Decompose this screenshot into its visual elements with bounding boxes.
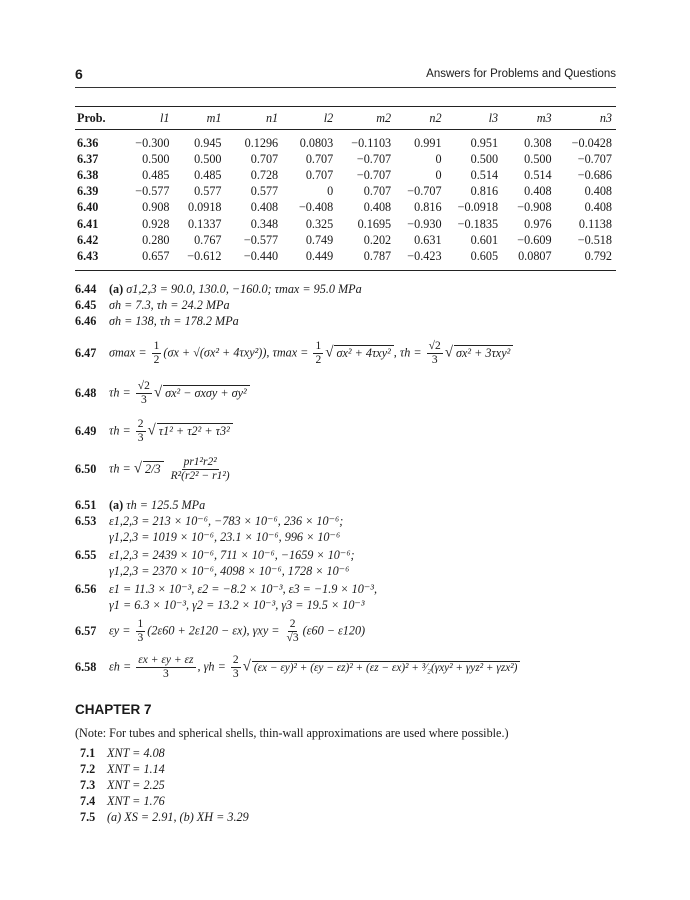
answer-text: γ1,2,3 = 1019 × 10⁻⁶, 23.1 × 10⁻⁶, 996 × 10⁻⁶ (109, 530, 341, 544)
answer-6-46 (75, 314, 239, 329)
formula-radicand: σx² + 3τxy² (454, 345, 513, 361)
formula-lhs: τh = (109, 423, 131, 438)
fraction-numerator: εx + εy + εz (136, 654, 195, 668)
fraction-numerator: 2 (288, 618, 298, 632)
formula-radicand: σx² − σxσy + σy² (163, 385, 250, 401)
table-cell: 0.945 (194, 135, 222, 150)
table-row (75, 130, 616, 152)
table-cell: 0.408 (524, 184, 552, 199)
fraction-numerator: √2 (136, 380, 152, 394)
table-cell: 0.816 (470, 184, 499, 199)
table-cell: 0 (435, 151, 442, 166)
table-cell: 0.657 (142, 248, 170, 263)
fraction-denominator: √3 (286, 632, 299, 645)
answer-number: 6.47 (75, 345, 97, 360)
fraction (136, 618, 146, 645)
problem-number-cell: 6.42 (77, 232, 99, 247)
answer-6-50 (75, 456, 234, 483)
answer-text: XNT = 1.14 (107, 762, 165, 776)
fraction-denominator: 3 (163, 668, 169, 681)
answer-number: 6.57 (75, 623, 97, 638)
radical-icon: √ (325, 344, 334, 361)
table-cell: −0.707 (577, 151, 612, 166)
answer-7-1 (80, 746, 165, 761)
page-number: 6 (75, 66, 83, 82)
fraction-denominator: 2 (153, 354, 160, 367)
answer-part: (a) (109, 282, 124, 296)
table-cell: 0.707 (363, 184, 392, 199)
table-cell: 0.408 (363, 200, 392, 215)
answer-6-47 (75, 340, 513, 367)
answer-text: σ1,2,3 = 90.0, 130.0, −160.0; τmax = 95.0 MPa (126, 282, 362, 296)
table-cell: −0.1103 (351, 135, 392, 150)
table-cell: 0.728 (250, 167, 279, 182)
table-cell: −0.612 (187, 248, 222, 263)
table-cell: −0.0918 (457, 200, 499, 215)
fraction-denominator: R²(r2² − r1²) (170, 470, 230, 483)
answer-6-45 (75, 298, 230, 313)
table-cell: −0.440 (243, 248, 279, 263)
answer-7-5 (80, 810, 249, 825)
answer-6-51 (75, 498, 205, 513)
answer-number: 7.2 (80, 762, 96, 776)
answer-number: 6.56 (75, 582, 97, 596)
problem-number-cell: 6.36 (77, 135, 99, 150)
answer-text: σh = 138, τh = 178.2 MPa (109, 314, 239, 328)
table-cell: −0.577 (135, 184, 170, 199)
fraction-numerator: 1 (313, 340, 323, 354)
table-cell: −0.0428 (571, 135, 612, 150)
table-cell: 0.0803 (299, 135, 334, 150)
answer-number: 6.51 (75, 498, 97, 512)
column-header: l1 (160, 110, 170, 125)
table-cell: 0.928 (142, 216, 170, 231)
table-row (75, 167, 616, 183)
answer-6-48 (75, 380, 250, 407)
table-cell: 0.577 (194, 184, 222, 199)
direction-cosines-table (75, 106, 616, 271)
fraction-denominator: 3 (137, 632, 144, 645)
table-row (75, 200, 616, 216)
radical-icon: √ (242, 658, 251, 675)
table-cell: 0.631 (414, 232, 442, 247)
column-header: m1 (206, 110, 222, 125)
fraction-numerator: 1 (152, 340, 162, 354)
answer-text: τh = 125.5 MPa (126, 498, 206, 512)
fraction (136, 654, 195, 681)
radical-icon: √ (444, 344, 453, 361)
table-cell: 0.308 (524, 135, 552, 150)
answer-text: (a) XS = 2.91, (b) XH = 3.29 (107, 810, 249, 824)
table-cell: 0.816 (414, 200, 442, 215)
table-row (75, 151, 616, 167)
table-cell: −0.930 (407, 216, 442, 231)
radical-icon: √ (147, 422, 156, 439)
table-cell: 0.408 (584, 200, 612, 215)
table-cell: 0.325 (305, 216, 334, 231)
formula-body: (σx + √(σx² + 4τxy²)) (163, 345, 267, 360)
answer-text: XNT = 1.76 (107, 794, 165, 808)
column-header: Prob. (77, 110, 106, 125)
answer-text: γ1 = 6.3 × 10⁻³, γ2 = 13.2 × 10⁻³, γ3 = 19.5 × 10⁻³ (109, 598, 365, 612)
answer-6-44 (75, 282, 362, 297)
table-cell: 0.1695 (357, 216, 392, 231)
answer-number: 6.45 (75, 298, 97, 312)
table-cell: −0.707 (356, 167, 392, 182)
table-cell: 0.767 (194, 232, 222, 247)
problem-number-cell: 6.38 (77, 167, 99, 182)
table-cell: −0.300 (135, 135, 170, 150)
formula-lhs: εh = (109, 659, 132, 674)
answer-number: 6.58 (75, 659, 97, 674)
formula-lhs: εy = (109, 623, 131, 638)
table-cell: 0.605 (470, 248, 499, 263)
formula-body: (2ε60 + 2ε120 − εx), γxy = (147, 623, 280, 638)
table-cell: 0.1337 (187, 216, 222, 231)
formula-lhs: σmax = (109, 345, 147, 360)
fraction-numerator: 2 (136, 418, 146, 432)
answer-7-2 (80, 762, 165, 777)
table-cell: −0.1835 (457, 216, 499, 231)
answer-text: γ1,2,3 = 2370 × 10⁻⁶, 4098 × 10⁻⁶, 1728 × 10⁻⁶ (109, 564, 350, 578)
radical-icon: √ (133, 460, 143, 477)
formula-lhs: τh = (109, 385, 131, 400)
table-cell: 0 (435, 167, 442, 182)
table-cell: 0.500 (142, 151, 170, 166)
table-cell: 0.976 (524, 216, 552, 231)
column-header: l2 (323, 110, 334, 125)
problem-number-cell: 6.40 (77, 200, 99, 215)
answer-7-4 (80, 794, 165, 809)
formula-radicand: σx² + 4τxy² (334, 345, 393, 361)
column-header: m2 (376, 110, 392, 125)
table-row (75, 184, 616, 200)
answer-6-57 (75, 618, 365, 645)
formula-lhs: , τh = (393, 345, 422, 360)
answer-6-56-cont (75, 598, 365, 613)
answer-text: ε1,2,3 = 213 × 10⁻⁶, −783 × 10⁻⁶, 236 × 10⁻⁶; (109, 514, 344, 528)
problem-number-cell: 6.39 (77, 184, 99, 199)
table-cell: 0.707 (305, 167, 334, 182)
column-header: n3 (599, 110, 612, 125)
fraction (136, 418, 146, 445)
answer-number: 7.5 (80, 810, 96, 824)
formula-body: (ε60 − ε120) (302, 623, 366, 638)
table-cell: 0.514 (524, 167, 552, 182)
formula-radicand: (εx − εy)² + (εy − εz)² + (εz − εx)² + ³⁄₂(γxy² + γyz² + γzx²) (252, 661, 521, 674)
fraction (136, 380, 152, 407)
column-header: n2 (429, 110, 442, 125)
table-cell: −0.408 (298, 200, 334, 215)
chapter-note: (Note: For tubes and spherical shells, thin-wall approximations are used where possible.) (75, 726, 509, 740)
answer-text: ε1,2,3 = 2439 × 10⁻⁶, 711 × 10⁻⁶, −1659 × 10⁻⁶; (109, 548, 355, 562)
formula-lhs: , τmax = (266, 345, 309, 360)
answer-7-3 (80, 778, 165, 793)
table-cell: 0.908 (142, 200, 170, 215)
fraction-denominator: 3 (137, 432, 144, 445)
answer-6-53-cont (75, 530, 340, 545)
table-cell: 0.500 (470, 151, 499, 166)
answer-number: 6.48 (75, 385, 97, 400)
answer-part: (a) (109, 498, 124, 512)
table-row (75, 216, 616, 232)
table-cell: 0.787 (363, 248, 392, 263)
table-cell: 0.280 (142, 232, 170, 247)
fraction-numerator: pr1²r2² (182, 456, 219, 470)
answer-text: XNT = 4.08 (107, 746, 165, 760)
table-row (75, 248, 616, 270)
fraction-denominator: 3 (431, 354, 438, 367)
formula-lhs: , γh = (197, 659, 226, 674)
table-cell: −0.686 (577, 167, 612, 182)
table-cell: 0.0807 (518, 248, 552, 263)
table-cell: 0.1296 (244, 135, 279, 150)
formula-lhs: τh = (109, 461, 131, 476)
answer-number: 6.55 (75, 548, 97, 562)
table-cell: 0.485 (142, 167, 170, 182)
column-header: m3 (536, 110, 552, 125)
formula-radicand: 2/3 (143, 461, 164, 477)
table-cell: 0.0918 (187, 200, 222, 215)
answer-6-55-cont (75, 564, 349, 579)
table-cell: 0.449 (305, 248, 334, 263)
fraction (285, 618, 301, 645)
table-cell: −0.518 (577, 232, 612, 247)
table-cell: 0.485 (194, 167, 222, 182)
fraction-denominator: 3 (232, 668, 239, 681)
table-cell: 0.408 (584, 184, 612, 199)
table-cell: 0.500 (194, 151, 222, 166)
answer-6-58 (75, 654, 520, 681)
fraction (152, 340, 162, 367)
table-cell: 0 (327, 184, 334, 199)
answer-number: 6.44 (75, 282, 97, 296)
answer-text: ε1 = 11.3 × 10⁻³, ε2 = −8.2 × 10⁻³, ε3 = −1.9 × 10⁻³, (109, 582, 377, 596)
fraction-denominator: 2 (315, 354, 322, 367)
fraction-denominator: 3 (140, 394, 147, 407)
answer-number: 7.1 (80, 746, 96, 760)
answer-number: 6.46 (75, 314, 97, 328)
table-cell: 0.749 (305, 232, 334, 247)
table-row (75, 232, 616, 248)
table-cell: 0.202 (363, 232, 392, 247)
table-header-row (75, 107, 616, 130)
fraction-numerator: √2 (427, 340, 443, 354)
table-cell: 0.514 (470, 167, 499, 182)
table-cell: −0.707 (407, 184, 442, 199)
table-cell: −0.609 (517, 232, 552, 247)
formula-radicand: τ1² + τ2² + τ3² (157, 423, 233, 439)
answer-number: 6.49 (75, 423, 97, 438)
header-rule (75, 87, 616, 88)
fraction (427, 340, 443, 367)
chapter-title: CHAPTER 7 (75, 702, 152, 717)
answer-text: σh = 7.3, τh = 24.2 MPa (109, 298, 230, 312)
answer-6-53 (75, 514, 343, 529)
problem-number-cell: 6.43 (77, 248, 99, 263)
answer-number: 7.4 (80, 794, 96, 808)
table-cell: 0.951 (470, 135, 499, 150)
answer-6-56 (75, 582, 377, 597)
fraction (313, 340, 323, 367)
answer-text: XNT = 2.25 (107, 778, 165, 792)
table-cell: −0.423 (407, 248, 442, 263)
table-cell: 0.707 (305, 151, 334, 166)
fraction (169, 456, 232, 483)
fraction (231, 654, 241, 681)
table-cell: 0.707 (250, 151, 279, 166)
column-header: n1 (265, 110, 279, 125)
problem-number-cell: 6.37 (77, 151, 99, 166)
table-cell: −0.577 (243, 232, 279, 247)
table-cell: 0.408 (250, 200, 279, 215)
running-head: Answers for Problems and Questions (426, 68, 616, 80)
table-cell: −0.908 (517, 200, 552, 215)
problem-number-cell: 6.41 (77, 216, 99, 231)
table-cell: 0.1138 (578, 216, 612, 231)
answer-6-55 (75, 548, 355, 563)
table-cell: −0.707 (356, 151, 392, 166)
answer-number: 6.53 (75, 514, 97, 528)
table-cell: 0.577 (250, 184, 279, 199)
answer-6-49 (75, 418, 233, 445)
table-cell: 0.601 (470, 232, 499, 247)
answer-number: 6.50 (75, 461, 97, 476)
fraction-numerator: 2 (231, 654, 241, 668)
table-cell: 0.792 (584, 248, 612, 263)
table-cell: 0.348 (250, 216, 279, 231)
table-cell: 0.991 (414, 135, 442, 150)
column-header: l3 (488, 110, 499, 125)
radical-icon: √ (153, 384, 163, 401)
fraction-numerator: 1 (136, 618, 146, 632)
table-cell: 0.500 (524, 151, 552, 166)
answer-number: 7.3 (80, 778, 96, 792)
